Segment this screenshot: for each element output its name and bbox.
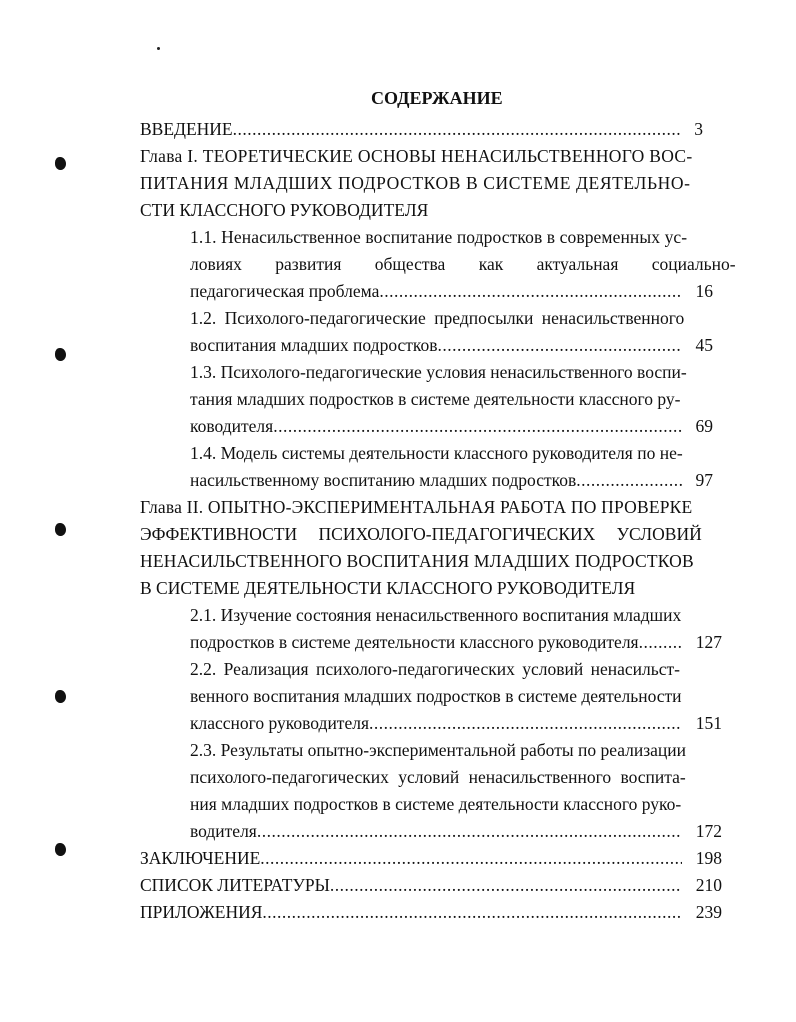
toc-entry-conclusion	[140, 848, 722, 869]
toc-entry-label: насильственному воспитанию младших подростков	[190, 470, 577, 490]
chapter-heading: НЕНАСИЛЬСТВЕННОГО ВОСПИТАНИЯ МЛАДШИХ ПОДРОСТКОВ	[140, 551, 694, 571]
chapter-heading: СТИ КЛАССНОГО РУКОВОДИТЕЛЯ	[140, 200, 429, 220]
toc-entry-references	[140, 875, 722, 896]
section-text: 1.3. Психолого-педагогические условия ненасильственного воспи-	[190, 362, 687, 382]
section-text: 1.2. Психолого-педагогические предпосылки ненасильственного	[190, 308, 685, 328]
binder-hole-mark	[55, 523, 66, 536]
chapter-heading: Глава II. ОПЫТНО-ЭКСПЕРИМЕНТАЛЬНАЯ РАБОТА ПО ПРОВЕРКЕ	[140, 497, 693, 517]
chapter-heading: ЭФФЕКТИВНОСТИ ПСИХОЛОГО-ПЕДАГОГИЧЕСКИХ УСЛОВИЙ	[140, 524, 702, 544]
toc-entry-page: 16	[695, 281, 713, 301]
chapter-heading: Глава I. ТЕОРЕТИЧЕСКИЕ ОСНОВЫ НЕНАСИЛЬСТВЕННОГО ВОС-	[140, 146, 693, 166]
section-text: 1.1. Ненасильственное воспитание подростков в современных ус-	[190, 227, 688, 247]
section-text: 2.2. Реализация психолого-педагогических условий ненасильст-	[190, 659, 680, 679]
section-text: 2.3. Результаты опытно-экспериментальной работы по реализации	[190, 740, 686, 760]
toc-entry-label: ВВЕДЕНИЕ	[140, 119, 233, 139]
binder-hole-mark	[55, 348, 66, 361]
toc-entry-section	[190, 821, 722, 842]
section-text: тания младших подростков в системе деятельности классного ру-	[190, 389, 681, 409]
section-text: венного воспитания младших подростков в системе деятельности	[190, 686, 682, 706]
section-text: ния младших подростков в системе деятельности классного руко-	[190, 794, 682, 814]
toc-entry-section	[190, 470, 713, 491]
toc-entry-section	[190, 713, 722, 734]
toc-entry-intro	[140, 119, 703, 140]
toc-entry-label: ководителя	[190, 416, 274, 436]
toc-entry-section	[190, 632, 722, 653]
binder-hole-mark	[55, 157, 66, 170]
binder-hole-mark	[55, 690, 66, 703]
toc-entry-page: 45	[695, 335, 713, 355]
toc-entry-page: 127	[695, 632, 722, 652]
scan-speck	[157, 47, 160, 50]
toc-entry-appendices	[140, 902, 722, 923]
toc-entry-label: ЗАКЛЮЧЕНИЕ	[140, 848, 261, 868]
toc-entry-section	[190, 281, 713, 302]
toc-entry-page: 151	[695, 713, 722, 733]
toc-entry-label: воспитания младших подростков	[190, 335, 438, 355]
toc-entry-section	[190, 416, 713, 437]
toc-entry-label: водителя	[190, 821, 257, 841]
section-text: ловиях развития общества как актуальная социально-	[190, 254, 736, 274]
toc-entry-page: 198	[695, 848, 722, 868]
section-text: 1.4. Модель системы деятельности классного руководителя по не-	[190, 443, 683, 463]
section-text: 2.1. Изучение состояния ненасильственного воспитания младших	[190, 605, 682, 625]
toc-entry-label: подростков в системе деятельности классного руководителя	[190, 632, 639, 652]
toc-entry-page: 210	[695, 875, 722, 895]
chapter-heading: В СИСТЕМЕ ДЕЯТЕЛЬНОСТИ КЛАССНОГО РУКОВОДИТЕЛЯ	[140, 578, 636, 598]
chapter-heading: ПИТАНИЯ МЛАДШИХ ПОДРОСТКОВ В СИСТЕМЕ ДЕЯТЕЛЬНО-	[140, 173, 691, 193]
toc-entry-page: 69	[695, 416, 713, 436]
toc-entry-page: 3	[694, 119, 703, 139]
toc-entry-label: классного руководителя	[190, 713, 370, 733]
toc-entry-page: 172	[695, 821, 722, 841]
toc-entry-page: 239	[695, 902, 722, 922]
toc-entry-page: 97	[695, 470, 713, 490]
binder-hole-mark	[55, 843, 66, 856]
toc-entry-label: СПИСОК ЛИТЕРАТУРЫ	[140, 875, 330, 895]
page-title: СОДЕРЖАНИЕ	[371, 88, 503, 108]
toc-entry-label: ПРИЛОЖЕНИЯ	[140, 902, 263, 922]
toc-entry-section	[190, 335, 713, 356]
section-text: психолого-педагогических условий ненасильственного воспита-	[190, 767, 686, 787]
toc-entry-label: педагогическая проблема	[190, 281, 380, 301]
